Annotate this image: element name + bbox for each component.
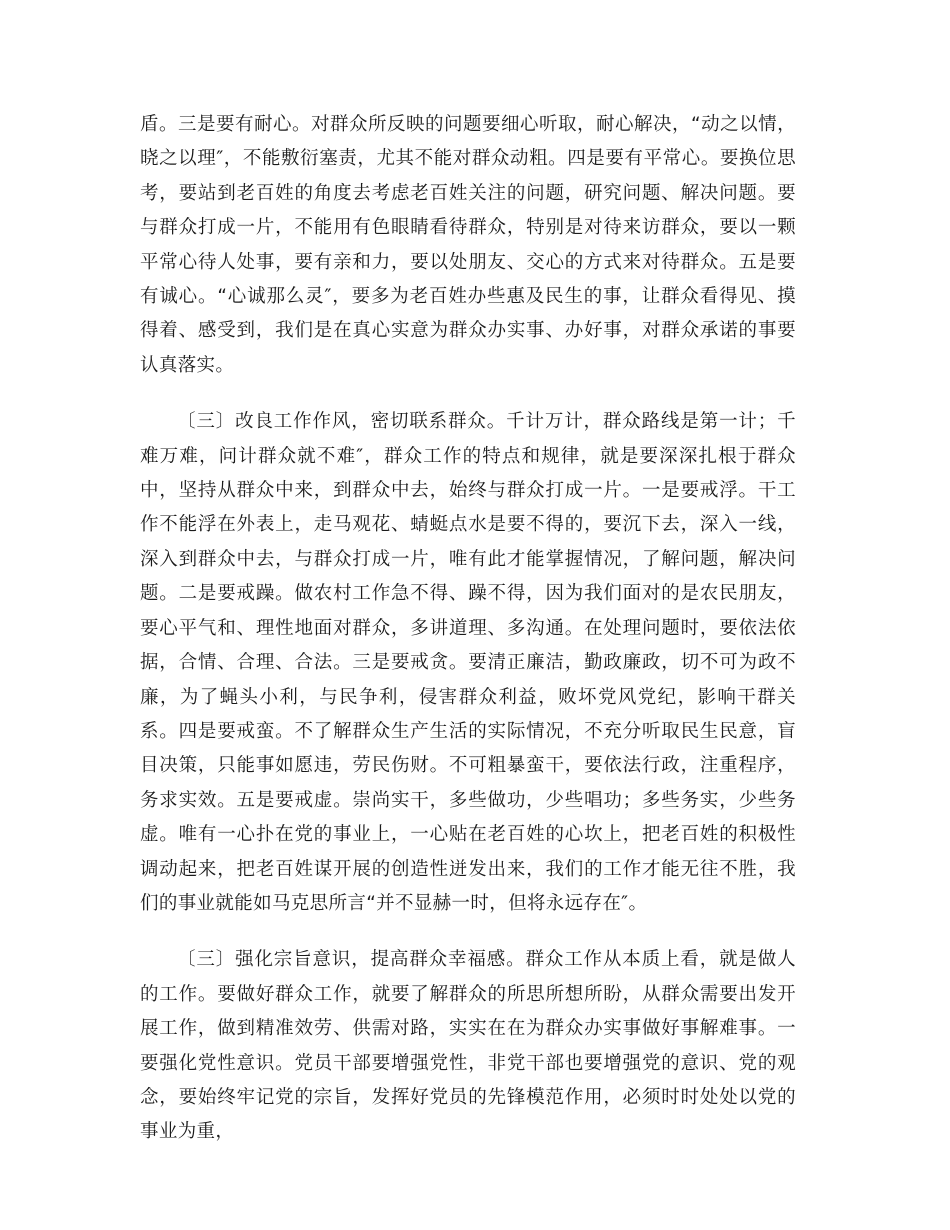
document-body	[140, 108, 796, 1172]
paragraph-section-work-style: 〔三〕改良工作作风，密切联系群众。千计万计，群众路线是第一计；千难万难，问计群众就不难″，群众工作的特点和规律，就是要深深扎根于群众中，坚持从群众中来，到群众中去，始终与群众打成一片。一是要戒浮。干工作不能浮在外表上，走马观花、蜻蜓点水是要不得的，要沉下去，深入一线，深入到群众中去，与群众打成一片，唯有此才能掌握情况，了解问题，解决问题。二是要戒躁。做农村工作急不得、躁不得，因为我们面对的是农民朋友，要心平气和、理性地面对群众，多讲道理、多沟通。在处理问题时，要依法依据，合情、合理、合法。三是要戒贪。要清正廉洁，勤政廉政，切不可为政不廉，为了蝇头小利，与民争利，侵害群众利益，败坏党风党纪，影响干群关系。四是要戒蛮。不了解群众生产生活的实际情况，不充分听取民生民意，盲目决策，只能事如愿违，劳民伤财。不可粗暴蛮干，要依法行政，注重程序，务求实效。五是要戒虚。崇尚实干，多些做功，少些唱功；多些务实，少些务虚。唯有一心扑在党的事业上，一心贴在老百姓的心坎上，把老百姓的积极性调动起来，把老百姓谋开展的创造性迸发出来，我们的工作才能无往不胜，我们的事业就能如马克思所言“并不显赫一时，但将永远存在″。	[140, 411, 796, 914]
paragraph-section-purpose: 〔三〕强化宗旨意识，提高群众幸福感。群众工作从本质上看，就是做人的工作。要做好群众工作，就要了解群众的所思所想所盼，从群众需要出发开展工作，做到精准效劳、供需对路，实实在在为群众办实事做好事解难事。一要强化党性意识。党员干部要增强党性，非党干部也要增强党的意识、党的观念，要始终牢记党的宗旨，发挥好党员的先锋模范作用，必须时时处处以党的事业为重，	[140, 949, 796, 1143]
paragraph-continuation: 盾。三是要有耐心。对群众所反映的问题要细心听取，耐心解决，“动之以情，晓之以理″，不能敷衍塞责，尤其不能对群众动粗。四是要有平常心。要换位思考，要站到老百姓的角度去考虑老百姓关注的问题，研究问题、解决问题。要与群众打成一片，不能用有色眼睛看待群众，特别是对待来访群众，要以一颗平常心待人处事，要有亲和力，要以处朋友、交心的方式来对待群众。五是要有诚心。“心诚那么灵″，要多为老百姓办些惠及民生的事，让群众看得见、摸得着、感受到，我们是在真心实意为群众办实事、办好事，对群众承诺的事要认真落实。	[140, 114, 796, 376]
